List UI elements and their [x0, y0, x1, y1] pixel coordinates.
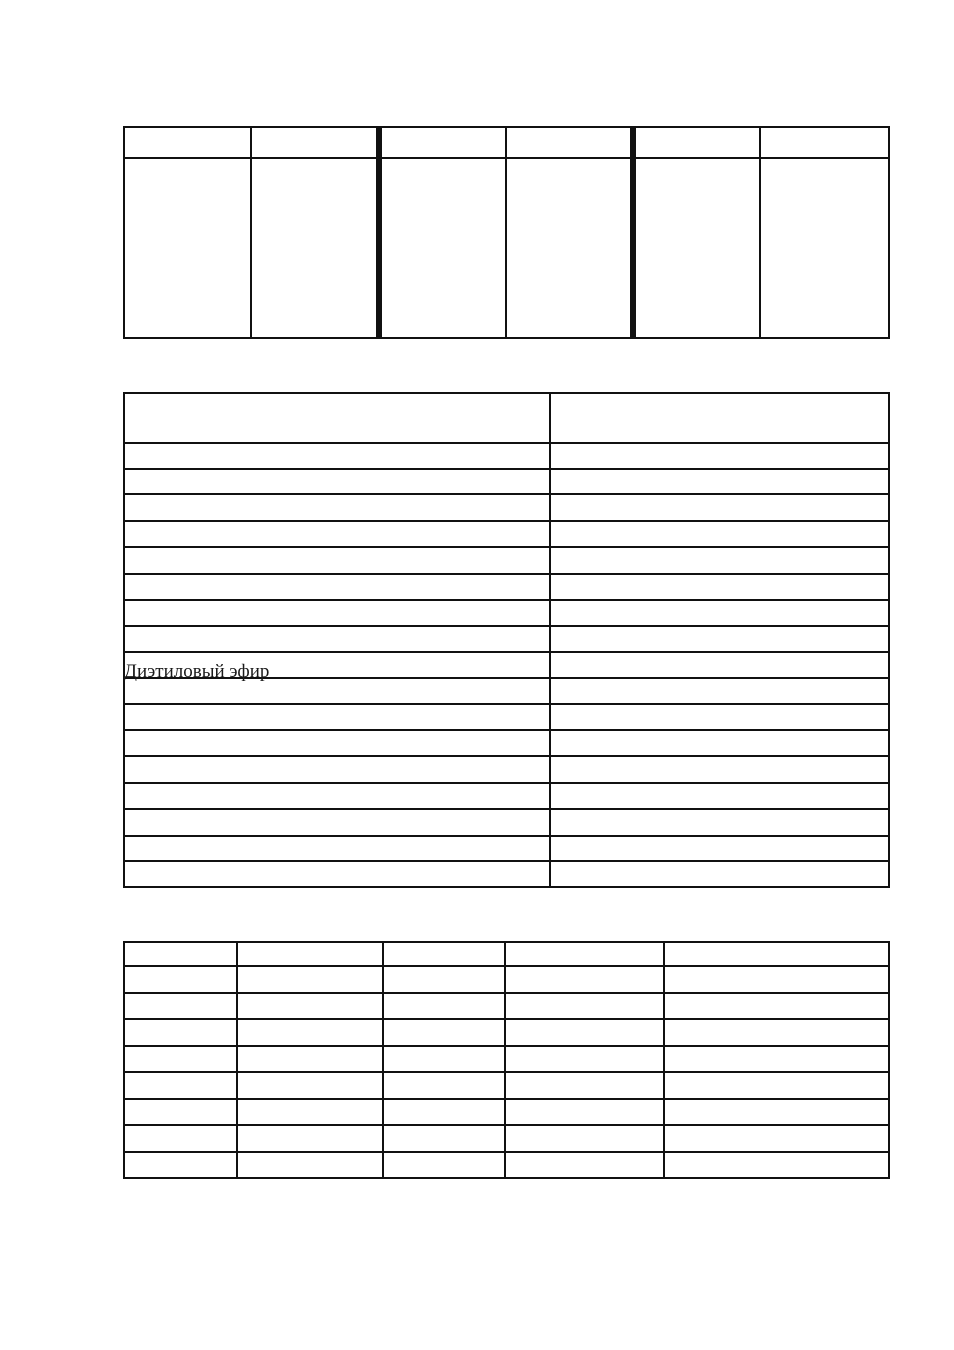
table-cell	[505, 966, 664, 993]
table-row	[124, 1046, 889, 1072]
table-row	[124, 393, 889, 443]
table-cell	[550, 756, 889, 783]
table-cell	[124, 393, 550, 443]
table-row	[124, 469, 889, 494]
table-cell	[664, 942, 889, 966]
table-row	[124, 861, 889, 887]
table-row	[124, 443, 889, 469]
table-cell	[124, 547, 550, 574]
table-row	[124, 1019, 889, 1046]
table-row	[124, 942, 889, 966]
table-cell	[383, 1019, 505, 1046]
table-cell	[124, 158, 251, 338]
table-cell	[383, 1072, 505, 1099]
table-cell	[379, 127, 506, 158]
table-row	[124, 494, 889, 521]
table-cell	[633, 127, 760, 158]
table-cell	[550, 730, 889, 756]
table-cell	[505, 942, 664, 966]
table-cell	[124, 809, 550, 836]
table-row	[124, 1125, 889, 1152]
table-cell	[550, 626, 889, 652]
table-cell	[383, 993, 505, 1019]
table-cell	[124, 1099, 237, 1125]
table-cell	[124, 469, 550, 494]
table-row	[124, 756, 889, 783]
table-row	[124, 809, 889, 836]
table-row	[124, 966, 889, 993]
table-row	[124, 626, 889, 652]
table-cell	[124, 574, 550, 600]
table-cell	[550, 652, 889, 678]
table-cell	[506, 158, 633, 338]
table-cell	[550, 678, 889, 704]
table-cell	[664, 993, 889, 1019]
table-cell	[237, 1099, 383, 1125]
table-cell	[760, 158, 889, 338]
table-row	[124, 730, 889, 756]
table-row	[124, 547, 889, 574]
table-cell	[124, 836, 550, 861]
table-cell	[505, 1152, 664, 1178]
table-cell	[550, 547, 889, 574]
table-cell	[383, 942, 505, 966]
table-cell	[664, 1019, 889, 1046]
table-cell	[124, 127, 251, 158]
table-3	[123, 941, 890, 1179]
table-cell	[124, 521, 550, 547]
table-cell	[237, 1125, 383, 1152]
table-cell	[550, 443, 889, 469]
table-cell	[505, 1072, 664, 1099]
table-row	[124, 1152, 889, 1178]
table-cell	[383, 1125, 505, 1152]
table-cell	[124, 730, 550, 756]
table-cell	[633, 158, 760, 338]
table-row	[124, 158, 889, 338]
table-cell	[124, 783, 550, 809]
substance-label: Диэтиловый эфир	[124, 661, 270, 682]
table-cell	[237, 1072, 383, 1099]
table-cell	[124, 1125, 237, 1152]
table-cell	[550, 469, 889, 494]
table-row	[124, 704, 889, 730]
table-cell	[383, 1152, 505, 1178]
table-cell	[505, 1125, 664, 1152]
table-cell	[550, 809, 889, 836]
table-cell	[760, 127, 889, 158]
table-cell	[506, 127, 633, 158]
table-cell	[505, 993, 664, 1019]
table-cell	[664, 1152, 889, 1178]
table-cell	[124, 494, 550, 521]
table-cell	[383, 1099, 505, 1125]
table-1	[123, 126, 890, 339]
table-cell	[124, 1019, 237, 1046]
table-cell	[237, 1019, 383, 1046]
table-cell	[505, 1019, 664, 1046]
table-cell	[124, 1152, 237, 1178]
table-row	[124, 574, 889, 600]
table-cell	[550, 836, 889, 861]
table-cell	[124, 861, 550, 887]
table-cell	[124, 1072, 237, 1099]
table-cell	[124, 652, 550, 682]
table-cell	[550, 521, 889, 547]
table-2	[123, 392, 890, 888]
table-cell	[124, 600, 550, 626]
table-cell	[237, 1152, 383, 1178]
table-row	[124, 652, 889, 678]
table-cell	[550, 574, 889, 600]
table-cell	[383, 966, 505, 993]
table-cell	[664, 1099, 889, 1125]
table-cell	[550, 783, 889, 809]
table-cell	[124, 1046, 237, 1072]
table-cell	[550, 861, 889, 887]
table-cell	[550, 704, 889, 730]
table-cell	[124, 443, 550, 469]
table-cell	[383, 1046, 505, 1072]
table-row	[124, 783, 889, 809]
table-cell	[237, 966, 383, 993]
table-cell	[550, 393, 889, 443]
table-row	[124, 1072, 889, 1099]
table-cell	[124, 626, 550, 652]
table-cell	[124, 993, 237, 1019]
table-cell	[124, 966, 237, 993]
table-cell	[664, 1072, 889, 1099]
table-cell	[664, 966, 889, 993]
table-cell	[237, 1046, 383, 1072]
table-row	[124, 521, 889, 547]
table-cell	[124, 756, 550, 783]
table-cell	[124, 942, 237, 966]
table-cell	[550, 494, 889, 521]
table-row	[124, 127, 889, 158]
table-row	[124, 836, 889, 861]
table-cell	[505, 1046, 664, 1072]
table-cell	[505, 1099, 664, 1125]
table-cell	[664, 1125, 889, 1152]
table-cell	[251, 127, 379, 158]
table-cell	[664, 1046, 889, 1072]
table-cell	[550, 600, 889, 626]
table-cell	[237, 993, 383, 1019]
table-cell	[379, 158, 506, 338]
table-row	[124, 1099, 889, 1125]
table-row	[124, 600, 889, 626]
table-cell	[237, 942, 383, 966]
table-cell	[124, 704, 550, 730]
table-row	[124, 993, 889, 1019]
table-cell	[251, 158, 379, 338]
